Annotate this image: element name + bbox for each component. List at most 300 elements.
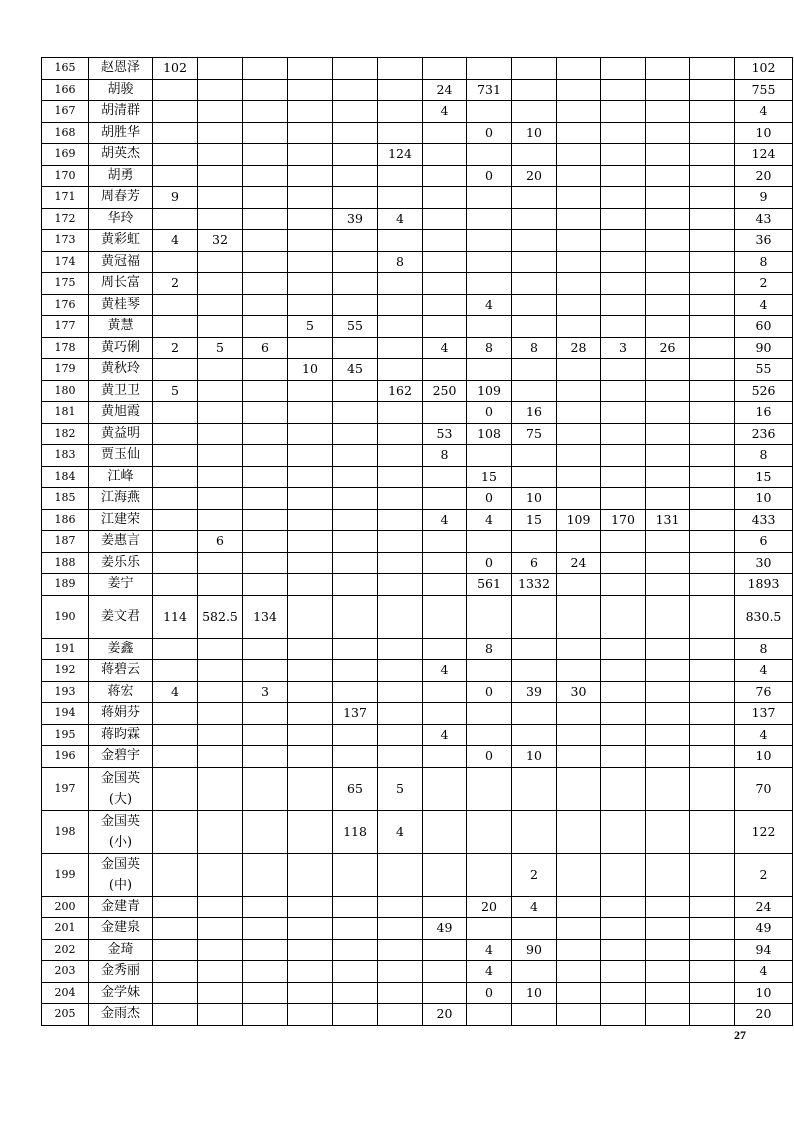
value-cell [243, 552, 288, 574]
value-cell: 118 [333, 810, 378, 853]
value-cell [288, 810, 333, 853]
value-cell [601, 939, 646, 961]
row-number: 165 [42, 58, 89, 80]
value-cell [557, 853, 601, 896]
value-cell [243, 380, 288, 402]
value-cell [467, 101, 512, 123]
value-cell [198, 982, 243, 1004]
value-cell [601, 574, 646, 596]
value-cell [512, 144, 557, 166]
value-cell [646, 79, 690, 101]
row-number: 194 [42, 703, 89, 725]
total-cell: 8 [735, 251, 793, 273]
value-cell [198, 294, 243, 316]
value-cell [467, 853, 512, 896]
value-cell [153, 853, 198, 896]
value-cell [690, 445, 735, 467]
total-cell: 20 [735, 165, 793, 187]
value-cell [601, 746, 646, 768]
value-cell [646, 122, 690, 144]
value-cell [690, 595, 735, 638]
value-cell [288, 466, 333, 488]
value-cell: 162 [378, 380, 423, 402]
value-cell [198, 488, 243, 510]
person-name: 蒋娟芬 [89, 703, 153, 725]
value-cell: 8 [423, 445, 467, 467]
value-cell [423, 359, 467, 381]
value-cell: 4 [378, 208, 423, 230]
value-cell [557, 316, 601, 338]
value-cell [557, 144, 601, 166]
value-cell: 65 [333, 767, 378, 810]
total-cell: 30 [735, 552, 793, 574]
row-number: 183 [42, 445, 89, 467]
value-cell [198, 638, 243, 660]
value-cell [512, 767, 557, 810]
value-cell [557, 660, 601, 682]
value-cell [153, 552, 198, 574]
value-cell: 10 [288, 359, 333, 381]
value-cell: 6 [512, 552, 557, 574]
value-cell [243, 273, 288, 295]
table-row [42, 961, 793, 983]
value-cell [243, 79, 288, 101]
value-cell [288, 294, 333, 316]
total-cell: 2 [735, 273, 793, 295]
value-cell [378, 187, 423, 209]
value-cell [378, 961, 423, 983]
total-cell: 10 [735, 122, 793, 144]
value-cell: 4 [153, 230, 198, 252]
value-cell [153, 101, 198, 123]
value-cell [423, 746, 467, 768]
value-cell [690, 918, 735, 940]
value-cell [288, 380, 333, 402]
value-cell [557, 230, 601, 252]
person-name: 华玲 [89, 208, 153, 230]
value-cell [243, 402, 288, 424]
total-cell: 124 [735, 144, 793, 166]
value-cell [601, 359, 646, 381]
value-cell [557, 58, 601, 80]
value-cell [153, 896, 198, 918]
value-cell [153, 767, 198, 810]
value-cell [557, 122, 601, 144]
table-row [42, 230, 793, 252]
value-cell [198, 466, 243, 488]
table-row [42, 531, 793, 553]
value-cell [288, 961, 333, 983]
value-cell [378, 445, 423, 467]
value-cell [646, 810, 690, 853]
total-cell: 10 [735, 746, 793, 768]
value-cell [243, 359, 288, 381]
value-cell [646, 638, 690, 660]
value-cell: 10 [512, 746, 557, 768]
row-number: 179 [42, 359, 89, 381]
person-name: 江建荣 [89, 509, 153, 531]
value-cell: 49 [423, 918, 467, 940]
value-cell [153, 316, 198, 338]
value-cell [690, 509, 735, 531]
value-cell: 8 [467, 337, 512, 359]
value-cell: 250 [423, 380, 467, 402]
value-cell [646, 939, 690, 961]
value-cell [198, 961, 243, 983]
value-cell [646, 488, 690, 510]
value-cell [288, 574, 333, 596]
table-row [42, 251, 793, 273]
value-cell: 10 [512, 982, 557, 1004]
value-cell [646, 359, 690, 381]
person-name: 胡勇 [89, 165, 153, 187]
value-cell [288, 509, 333, 531]
value-cell [288, 660, 333, 682]
row-number: 167 [42, 101, 89, 123]
value-cell [333, 896, 378, 918]
row-number: 171 [42, 187, 89, 209]
value-cell [423, 767, 467, 810]
table-row [42, 703, 793, 725]
value-cell [333, 144, 378, 166]
value-cell [690, 165, 735, 187]
value-cell [333, 509, 378, 531]
table-row [42, 122, 793, 144]
row-number: 177 [42, 316, 89, 338]
value-cell: 1332 [512, 574, 557, 596]
value-cell: 5 [153, 380, 198, 402]
value-cell [646, 660, 690, 682]
value-cell [467, 660, 512, 682]
value-cell [423, 316, 467, 338]
value-cell [690, 638, 735, 660]
value-cell: 10 [512, 122, 557, 144]
value-cell [288, 165, 333, 187]
person-name: 金秀丽 [89, 961, 153, 983]
value-cell [243, 122, 288, 144]
value-cell: 10 [512, 488, 557, 510]
value-cell [243, 445, 288, 467]
value-cell [557, 595, 601, 638]
value-cell [690, 359, 735, 381]
value-cell [333, 746, 378, 768]
total-cell: 4 [735, 101, 793, 123]
value-cell [288, 122, 333, 144]
value-cell [153, 810, 198, 853]
value-cell [690, 724, 735, 746]
page-number: 27 [734, 1028, 746, 1042]
value-cell: 102 [153, 58, 198, 80]
table-row [42, 165, 793, 187]
value-cell [423, 251, 467, 273]
value-cell [512, 810, 557, 853]
value-cell [690, 896, 735, 918]
person-name: 黄彩虹 [89, 230, 153, 252]
row-number: 184 [42, 466, 89, 488]
value-cell [333, 294, 378, 316]
value-cell [378, 101, 423, 123]
value-cell [378, 982, 423, 1004]
value-cell [423, 402, 467, 424]
value-cell [601, 982, 646, 1004]
value-cell [601, 961, 646, 983]
value-cell [378, 79, 423, 101]
value-cell [467, 810, 512, 853]
value-cell [512, 918, 557, 940]
row-number: 187 [42, 531, 89, 553]
table-row [42, 509, 793, 531]
value-cell [198, 939, 243, 961]
value-cell [378, 230, 423, 252]
value-cell [378, 939, 423, 961]
value-cell [646, 961, 690, 983]
total-cell: 55 [735, 359, 793, 381]
total-cell: 122 [735, 810, 793, 853]
value-cell [378, 918, 423, 940]
value-cell [557, 466, 601, 488]
value-cell [243, 101, 288, 123]
value-cell [557, 294, 601, 316]
value-cell [288, 896, 333, 918]
value-cell: 8 [512, 337, 557, 359]
table-row [42, 638, 793, 660]
value-cell [646, 58, 690, 80]
value-cell [288, 187, 333, 209]
value-cell [601, 144, 646, 166]
value-cell [690, 58, 735, 80]
value-cell [333, 466, 378, 488]
value-cell [601, 810, 646, 853]
value-cell [512, 187, 557, 209]
value-cell [512, 294, 557, 316]
row-number: 189 [42, 574, 89, 596]
value-cell [601, 101, 646, 123]
value-cell [423, 273, 467, 295]
value-cell [288, 79, 333, 101]
value-cell [198, 380, 243, 402]
row-number: 201 [42, 918, 89, 940]
person-name: 姜鑫 [89, 638, 153, 660]
person-name: 江海燕 [89, 488, 153, 510]
value-cell [690, 79, 735, 101]
value-cell [423, 681, 467, 703]
value-cell [690, 810, 735, 853]
row-number: 197 [42, 767, 89, 810]
value-cell [378, 1004, 423, 1026]
value-cell [423, 552, 467, 574]
value-cell [512, 531, 557, 553]
value-cell [690, 853, 735, 896]
value-cell [243, 58, 288, 80]
value-cell [378, 337, 423, 359]
value-cell [198, 165, 243, 187]
value-cell: 4 [467, 939, 512, 961]
value-cell [153, 445, 198, 467]
value-cell: 109 [467, 380, 512, 402]
value-cell [423, 961, 467, 983]
row-number: 186 [42, 509, 89, 531]
value-cell [333, 380, 378, 402]
value-cell [646, 703, 690, 725]
row-number: 170 [42, 165, 89, 187]
value-cell: 731 [467, 79, 512, 101]
row-number: 204 [42, 982, 89, 1004]
table-row [42, 810, 793, 853]
value-cell: 6 [243, 337, 288, 359]
value-cell [288, 681, 333, 703]
value-cell: 32 [198, 230, 243, 252]
total-cell: 10 [735, 982, 793, 1004]
value-cell [646, 681, 690, 703]
value-cell [646, 187, 690, 209]
value-cell [512, 251, 557, 273]
table-row [42, 208, 793, 230]
value-cell [467, 208, 512, 230]
value-cell [423, 595, 467, 638]
value-cell [288, 767, 333, 810]
value-cell [601, 552, 646, 574]
value-cell [467, 1004, 512, 1026]
value-cell [378, 273, 423, 295]
value-cell: 9 [153, 187, 198, 209]
value-cell [646, 445, 690, 467]
value-cell [333, 58, 378, 80]
value-cell [467, 251, 512, 273]
person-name: 蒋宏 [89, 681, 153, 703]
value-cell [378, 402, 423, 424]
value-cell [557, 251, 601, 273]
value-cell [153, 122, 198, 144]
value-cell [153, 638, 198, 660]
value-cell [333, 982, 378, 1004]
value-cell [243, 144, 288, 166]
person-name: 黄慧 [89, 316, 153, 338]
value-cell [288, 273, 333, 295]
value-cell [378, 681, 423, 703]
value-cell [646, 724, 690, 746]
person-name: 姜文君 [89, 595, 153, 638]
total-cell: 49 [735, 918, 793, 940]
value-cell [378, 724, 423, 746]
value-cell: 5 [378, 767, 423, 810]
value-cell [243, 810, 288, 853]
total-cell: 70 [735, 767, 793, 810]
value-cell [378, 638, 423, 660]
person-name: 金学妹 [89, 982, 153, 1004]
value-cell [601, 294, 646, 316]
row-number: 174 [42, 251, 89, 273]
value-cell [198, 58, 243, 80]
value-cell: 2 [153, 273, 198, 295]
value-cell [557, 982, 601, 1004]
value-cell [243, 187, 288, 209]
person-name: 胡骏 [89, 79, 153, 101]
value-cell [378, 552, 423, 574]
donation-table [41, 57, 793, 1026]
value-cell [333, 638, 378, 660]
value-cell [198, 703, 243, 725]
value-cell [690, 230, 735, 252]
total-cell: 76 [735, 681, 793, 703]
person-name: 金国英(中) [89, 853, 153, 896]
value-cell [601, 445, 646, 467]
value-cell [153, 251, 198, 273]
value-cell [333, 660, 378, 682]
value-cell [423, 466, 467, 488]
value-cell [333, 337, 378, 359]
value-cell [423, 230, 467, 252]
value-cell: 53 [423, 423, 467, 445]
table-row [42, 423, 793, 445]
value-cell [333, 724, 378, 746]
value-cell [333, 1004, 378, 1026]
person-name: 黄冠福 [89, 251, 153, 273]
value-cell: 15 [467, 466, 512, 488]
value-cell [423, 165, 467, 187]
value-cell [243, 488, 288, 510]
value-cell: 15 [512, 509, 557, 531]
value-cell [423, 144, 467, 166]
value-cell [333, 101, 378, 123]
value-cell: 4 [467, 961, 512, 983]
value-cell [601, 273, 646, 295]
total-cell: 15 [735, 466, 793, 488]
person-name: 赵恩泽 [89, 58, 153, 80]
value-cell [198, 208, 243, 230]
value-cell [378, 466, 423, 488]
row-number: 202 [42, 939, 89, 961]
table-row [42, 380, 793, 402]
value-cell [423, 638, 467, 660]
value-cell [646, 402, 690, 424]
value-cell [198, 810, 243, 853]
value-cell [153, 531, 198, 553]
value-cell [557, 810, 601, 853]
value-cell [601, 595, 646, 638]
value-cell [198, 681, 243, 703]
value-cell: 0 [467, 746, 512, 768]
value-cell [423, 982, 467, 1004]
value-cell [601, 187, 646, 209]
value-cell [467, 595, 512, 638]
value-cell [288, 251, 333, 273]
value-cell: 4 [423, 660, 467, 682]
value-cell [378, 294, 423, 316]
value-cell [378, 488, 423, 510]
value-cell [601, 230, 646, 252]
person-name: 金建青 [89, 896, 153, 918]
value-cell [601, 896, 646, 918]
value-cell [153, 746, 198, 768]
value-cell [646, 552, 690, 574]
table-row [42, 853, 793, 896]
row-number: 176 [42, 294, 89, 316]
value-cell [243, 896, 288, 918]
value-cell [288, 101, 333, 123]
value-cell [557, 380, 601, 402]
value-cell [243, 746, 288, 768]
value-cell [378, 703, 423, 725]
value-cell [198, 660, 243, 682]
value-cell [557, 961, 601, 983]
row-number: 192 [42, 660, 89, 682]
value-cell [198, 746, 243, 768]
value-cell [378, 595, 423, 638]
value-cell [467, 445, 512, 467]
value-cell [557, 703, 601, 725]
value-cell: 16 [512, 402, 557, 424]
value-cell [243, 939, 288, 961]
